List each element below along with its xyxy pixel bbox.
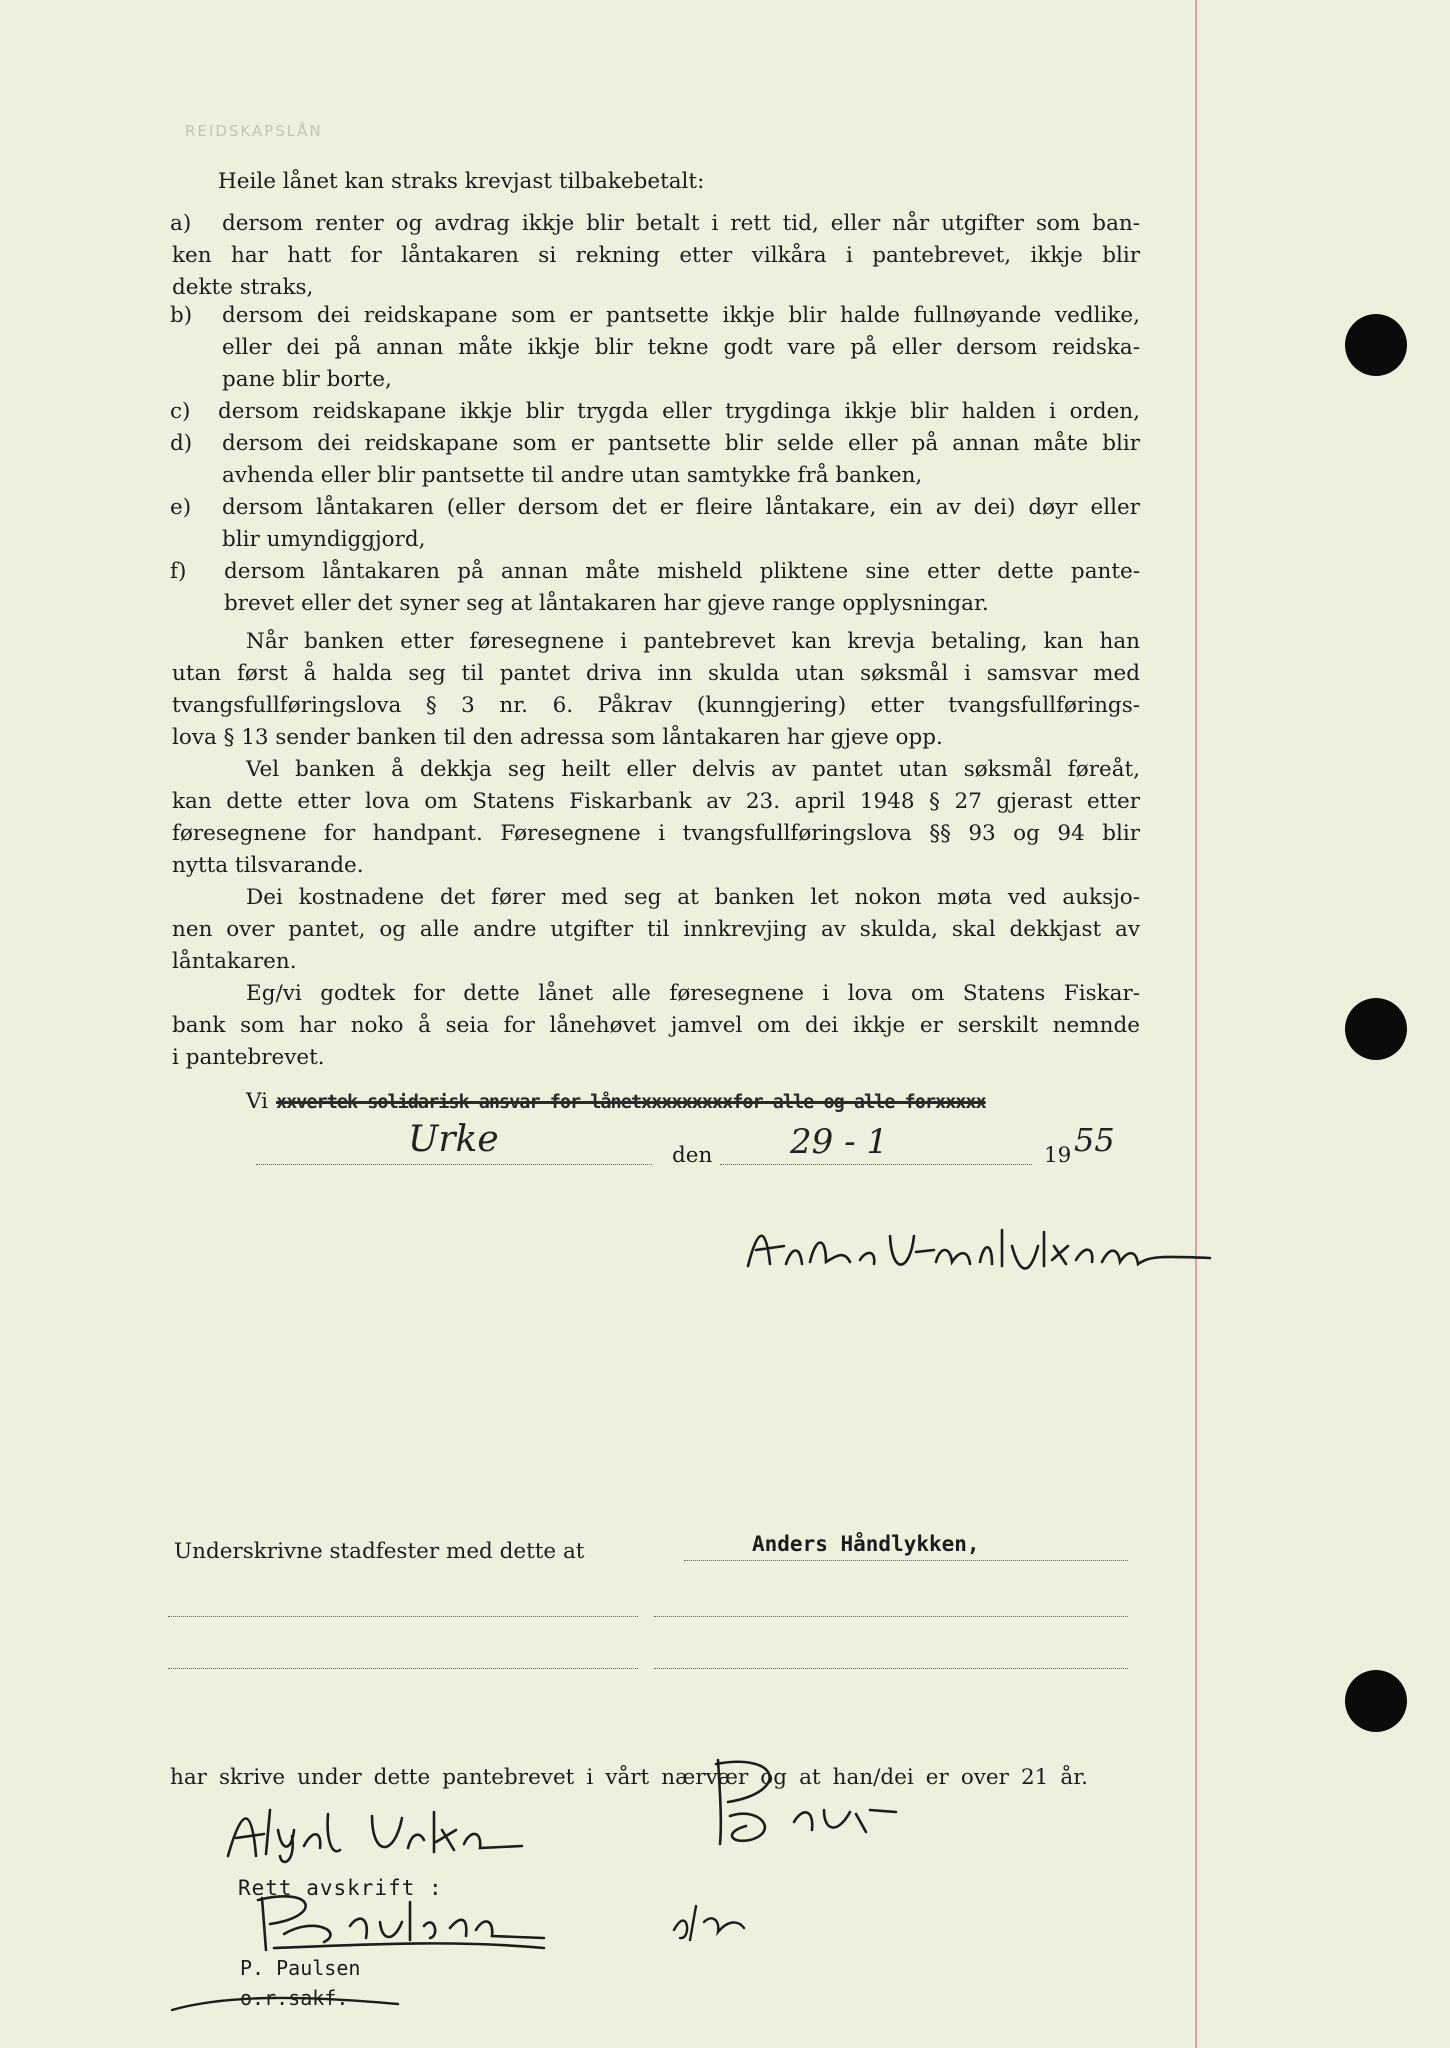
- borrower-signature: [740, 1216, 1220, 1286]
- condition-b-line-1: dersom dei reidskapane som er pantsette ikkje blir halde fullnøyande vedlike,: [222, 303, 1140, 328]
- paragraph-2-line-2: kan dette etter lova om Statens Fiskarbank av 23. april 1948 § 27 gjerast etter: [172, 789, 1140, 814]
- condition-a-letter: a): [170, 211, 192, 236]
- den-label: den: [672, 1143, 713, 1168]
- condition-a-line-3: dekte straks,: [172, 275, 314, 300]
- faint-form-header: REIDSKAPSLÅN: [185, 122, 323, 140]
- paragraph-1-line-1: Når banken etter føresegnene i pantebrevet kan krevja betaling, kan han: [246, 629, 1140, 654]
- condition-e-letter: e): [170, 495, 192, 520]
- condition-d-line-2: avhenda eller blir pantsette til andre utan samtykke frå banken,: [222, 463, 923, 488]
- struck-solidarity-clause: xxvertek solidarisk ansvar for lånetxxxxxxxxxfor alle og alle forxxxxx: [276, 1092, 986, 1113]
- condition-e-line-1: dersom låntakaren (eller dersom det er fleire låntakare, ein av dei) døyr eller: [222, 495, 1140, 520]
- extra-dotted-line-1b: [654, 1616, 1128, 1617]
- paragraph-3-line-3: låntakaren.: [172, 949, 297, 974]
- place-handwritten: Urke: [408, 1119, 499, 1160]
- condition-e-line-2: blir umyndiggjord,: [222, 527, 426, 552]
- condition-f-letter: f): [170, 559, 187, 584]
- copy-underline-stroke: [168, 1990, 408, 2020]
- copy-mark: [668, 1900, 748, 1944]
- condition-d-line-1: dersom dei reidskapane som er pantsette blir selde eller på annan måte blir: [222, 431, 1140, 456]
- date-handwritten: 29 - 1: [790, 1122, 888, 1162]
- condition-a-line-2: ken har hatt for låntakaren si rekning etter vilkåra i pantebrevet, ikkje blir: [172, 243, 1140, 268]
- copy-signature: [254, 1886, 554, 1956]
- witness-1-signature: [222, 1800, 562, 1870]
- witness-statement: har skrive under dette pantebrevet i vårt nærvær og at han/dei er over 21 år.: [170, 1765, 1088, 1790]
- paragraph-3-line-2: nen over pantet, og alle andre utgifter til innkrevjing av skulda, skal dekkjast av: [172, 917, 1140, 942]
- extra-dotted-line-1a: [168, 1616, 638, 1617]
- intro-text: Heile lånet kan straks krevjast tilbakebetalt:: [218, 169, 705, 194]
- vi-prefix: Vi: [246, 1089, 269, 1114]
- confirm-name: Anders Håndlykken,: [752, 1532, 980, 1556]
- paragraph-2-line-3: føresegnene for handpant. Føresegnene i tvangsfullføringslova §§ 93 og 94 blir: [172, 821, 1140, 846]
- extra-dotted-line-2b: [654, 1668, 1128, 1669]
- paragraph-4-line-1: Eg/vi godtek for dette lånet alle føresegnene i lova om Statens Fiskar-: [246, 981, 1140, 1006]
- witness-2-signature: [690, 1752, 920, 1852]
- paragraph-2-line-4: nytta tilsvarande.: [172, 853, 364, 878]
- paragraph-4-line-3: i pantebrevet.: [172, 1045, 325, 1070]
- paragraph-1-line-3: tvangsfullføringslova § 3 nr. 6. Påkrav (kunngjering) etter tvangsfullførings-: [172, 693, 1140, 718]
- paragraph-1-line-2: utan først å halda seg til pantet driva inn skulda utan søksmål i samsvar med: [172, 661, 1140, 686]
- punch-hole-middle: [1345, 998, 1407, 1060]
- copy-title: o.r.sakf.: [240, 1986, 349, 2010]
- punch-hole-bottom: [1345, 1670, 1407, 1732]
- copy-name: P. Paulsen: [240, 1956, 361, 1980]
- condition-b-line-3: pane blir borte,: [222, 367, 392, 392]
- condition-c-letter: c): [170, 399, 191, 424]
- punch-hole-top: [1345, 314, 1407, 376]
- extra-dotted-line-2a: [168, 1668, 638, 1669]
- condition-a-line-1: dersom renter og avdrag ikkje blir betalt i rett tid, eller når utgifter som ban-: [222, 211, 1140, 236]
- confirm-label: Underskrivne stadfester med dette at: [174, 1539, 585, 1564]
- year-handwritten: 55: [1074, 1121, 1115, 1159]
- paragraph-2-line-1: Vel banken å dekkja seg heilt eller delvis av pantet utan søksmål føreåt,: [246, 757, 1140, 782]
- red-margin-line: [1195, 0, 1197, 2048]
- date-dotted-line: [720, 1164, 1032, 1165]
- condition-f-line-2: brevet eller det syner seg at låntakaren har gjeve range opplysningar.: [224, 591, 989, 616]
- year-prefix: 19: [1044, 1143, 1072, 1168]
- condition-c-line-1: dersom reidskapane ikkje blir trygda eller trygdinga ikkje blir halden i orden,: [218, 399, 1140, 424]
- place-dotted-line: [256, 1164, 652, 1165]
- confirm-dotted-line: [684, 1560, 1128, 1561]
- paragraph-4-line-2: bank som har noko å seia for lånehøvet jamvel om dei ikkje er serskilt nemnde: [172, 1013, 1140, 1038]
- rett-avskrift-label: Rett avskrift :: [238, 1876, 443, 1900]
- condition-d-letter: d): [170, 431, 193, 456]
- condition-b-line-2: eller dei på annan måte ikkje blir tekne godt vare på eller dersom reidska-: [222, 335, 1140, 360]
- paragraph-3-line-1: Dei kostnadene det fører med seg at banken let nokon møta ved auksjo-: [246, 885, 1140, 910]
- paragraph-1-line-4: lova § 13 sender banken til den adressa som låntakaren har gjeve opp.: [172, 725, 943, 750]
- condition-b-letter: b): [170, 303, 193, 328]
- condition-f-line-1: dersom låntakaren på annan måte misheld pliktene sine etter dette pante-: [224, 559, 1140, 584]
